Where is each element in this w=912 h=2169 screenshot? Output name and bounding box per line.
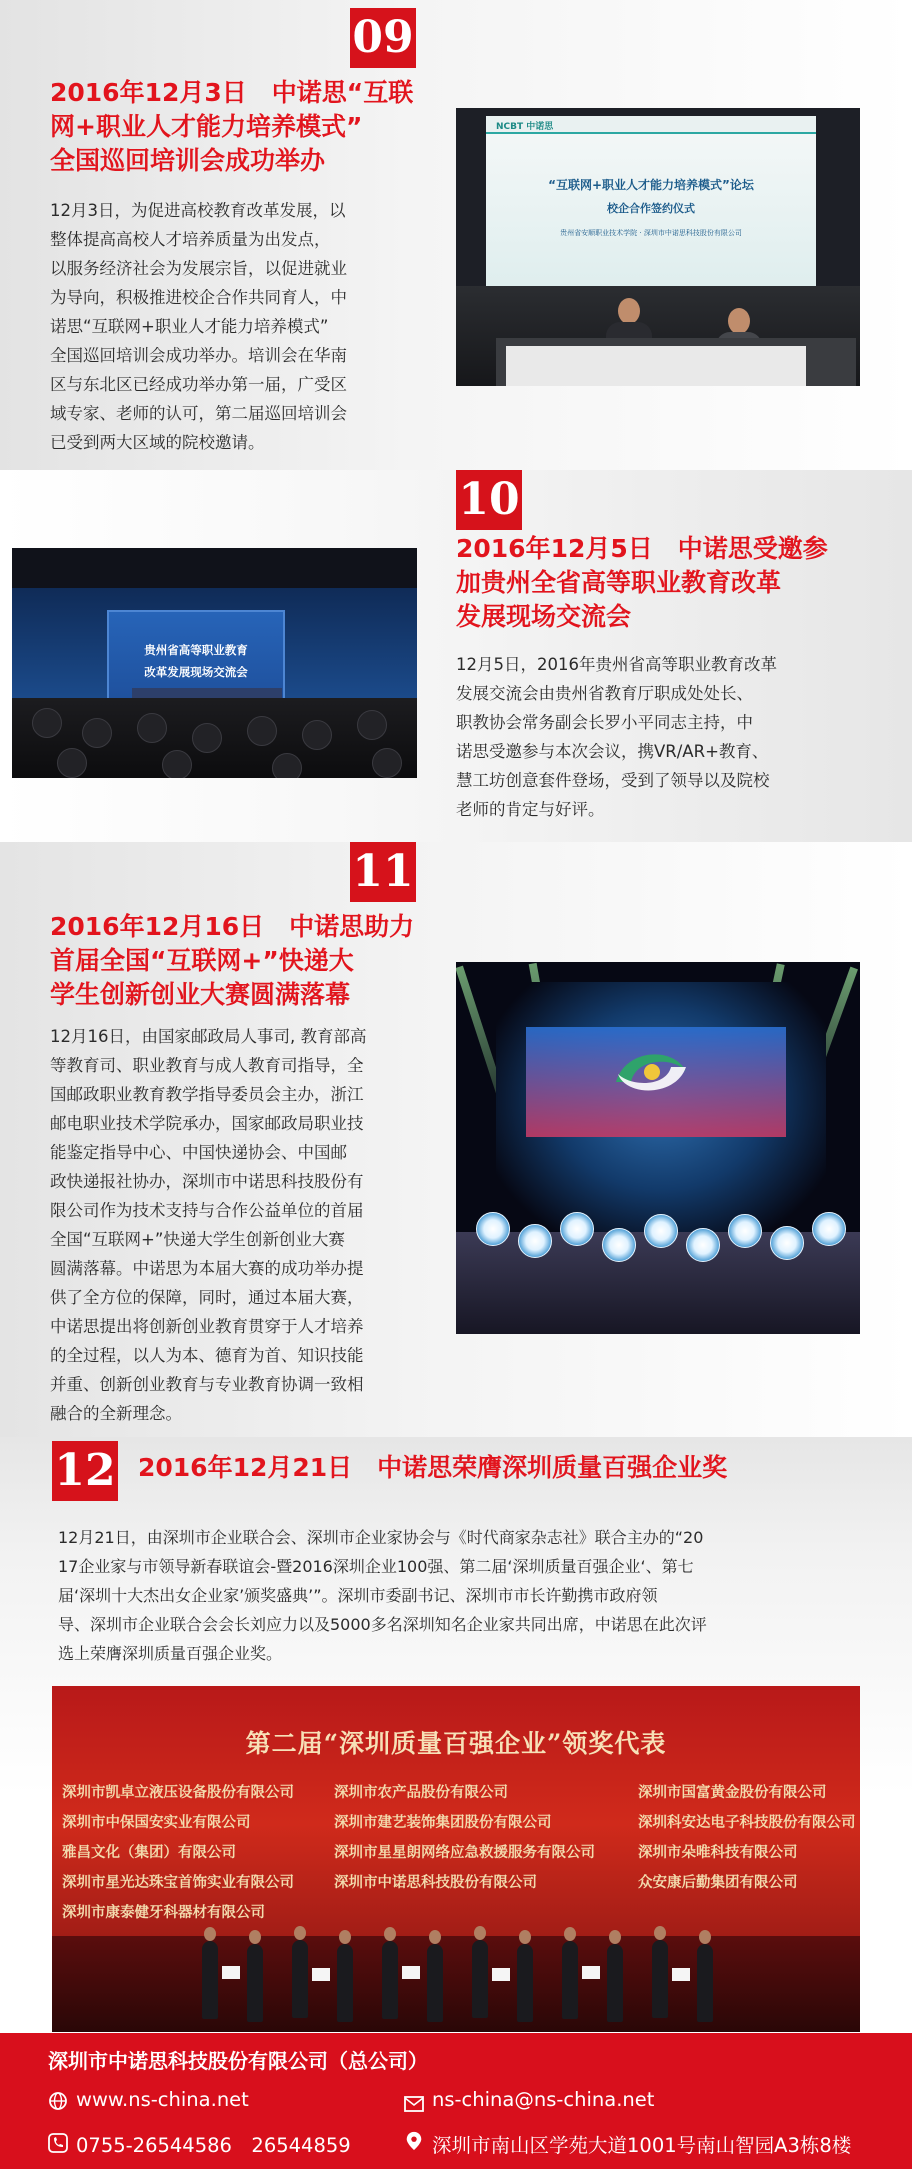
award-certificate [672,1968,690,1981]
title-line: 网+职业人才能力培养模式” [50,112,363,141]
section-body [50,1022,432,1428]
section-09 [0,0,912,470]
awardee-figure [517,1944,533,2022]
screen-subtitle: 校企合作签约仪式 [607,202,695,215]
body-line: 全国巡回培训会成功举办。培训会在华南 [50,346,347,365]
body-line: 诺思受邀参与本次会议，携VR/AR+教育、 [456,742,769,761]
section-title [50,910,450,1012]
body-line: 12月16日，由国家邮政局人事司, 教育部高 [50,1027,367,1046]
awardee-figure [652,1940,668,2018]
section-body [50,196,430,457]
umbrella-prop [560,1212,594,1246]
body-line: 老师的肯定与好评。 [456,800,605,819]
section-number: 11 [350,842,416,902]
award-certificate [402,1966,420,1979]
awardee-figure [562,1941,578,2019]
body-line: 职教协会常务副会长罗小平同志主持，中 [456,713,753,732]
body-line: 限公司作为技术支持与合作公益单位的首届 [50,1201,364,1220]
body-line: 12月3日，为促进高校教育改革发展，以 [50,201,346,220]
umbrella-prop [770,1226,804,1260]
screen-title: “互联网+职业人才能力培养模式”论坛 [548,178,754,192]
awardee-figure [382,1941,398,2019]
awardee-figure [607,1944,623,2022]
body-line: 供了全方位的保障，同时，通过本届大赛， [50,1288,364,1307]
award-certificate [222,1966,240,1979]
company-name: 深圳市农产品股份有限公司 [334,1785,508,1801]
award-stage-photo [456,962,860,1334]
awardee-figure [292,1940,308,2018]
body-line: 等教育司、职业教育与成人教育司指导，全 [50,1056,364,1075]
backdrop-title: 第二届“深圳质量百强企业”领奖代表 [245,1729,667,1758]
section-body [456,650,866,824]
contact-footer [0,2033,912,2169]
stage-floor [52,1936,860,2032]
screen-caption: 贵州省安顺职业技术学院 · 深圳市中诺思科技股份有限公司 [560,229,742,237]
company-name: 深圳科安达电子科技股份有限公司 [638,1815,856,1831]
section-number: 10 [456,470,522,530]
audience-head [57,748,87,778]
screen-logo: NCBT 中诺思 [496,122,554,132]
title-line: 全国巡回培训会成功举办 [50,146,326,175]
awardee-figure [337,1944,353,2022]
audience-head [247,716,277,746]
company-name: 深圳市康泰健牙科器材有限公司 [62,1905,265,1921]
umbrella-prop [602,1228,636,1262]
body-line: 选上荣膺深圳质量百强企业奖。 [58,1644,283,1663]
company-name: 深圳市中诺思科技股份有限公司（总公司） [48,2049,428,2073]
company-name: 深圳市星光达珠宝首饰实业有限公司 [62,1875,294,1891]
signing-ceremony-photo [456,108,860,386]
body-line: 整体提高高校人才培养质量为出发点， [50,230,331,249]
body-line: 17企业家与市领导新春联谊会-暨2016深圳企业100强、第二届‘深圳质量百强企业‘、第七 [58,1557,694,1576]
audience-head [272,753,302,778]
body-line: 以服务经济社会为发展宗旨，以促进就业 [50,259,347,278]
body-line: 中诺思提出将创新创业教育贯穿于人才培养 [50,1317,364,1336]
body-line: 邮电职业技术学院承办，国家邮政局职业技 [50,1114,364,1133]
body-line: 圆满落幕。中诺思为本届大赛的成功举办提 [50,1259,364,1278]
section-number: 09 [350,8,416,68]
body-line: 诺思“互联网+职业人才能力培养模式” [50,317,329,336]
title-line: 发展现场交流会 [456,602,632,631]
company-name: 众安康后勤集团有限公司 [638,1875,798,1891]
table-cloth [506,346,806,386]
company-name: 深圳市中诺思科技股份有限公司 [334,1875,537,1891]
audience-head [162,750,192,778]
mail-icon [404,2094,424,2114]
section-title: 2016年12月21日 中诺思荣膺深圳质量百强企业奖 [138,1453,728,1482]
body-line: 政快递报社协办，深圳市中诺思科技股份有 [50,1172,364,1191]
awardee-figure [247,1944,263,2022]
section-12 [0,1437,912,2033]
body-line: 域专家、老师的认可，第二届巡回培训会 [50,404,347,423]
audience-head [32,708,62,738]
umbrella-prop [686,1228,720,1262]
umbrella-prop [728,1214,762,1248]
body-line: 国邮政职业教育教学指导委员会主办，浙江 [50,1085,364,1104]
company-name: 深圳市星星朗网络应急救援服务有限公司 [334,1845,595,1861]
logo-swirl-icon [606,1042,696,1102]
awardee-figure [697,1944,713,2022]
body-line: 融合的全新理念。 [50,1404,182,1423]
title-line: 加贵州全省高等职业教育改革 [456,568,782,597]
title-line: 首届全国“互联网+”快递大 [50,946,354,975]
section-title [50,76,450,178]
section-title [456,532,876,634]
umbrella-prop [476,1212,510,1246]
body-line: 能鉴定指导中心、中国快递协会、中国邮 [50,1143,347,1162]
audience-head [82,718,112,748]
award-certificate [492,1968,510,1981]
body-line: 区与东北区已经成功举办第一届，广受区 [50,375,347,394]
umbrella-prop [518,1224,552,1258]
banner-line: 改革发展现场交流会 [144,665,248,679]
award-certificate [582,1966,600,1979]
company-name: 深圳市中保国安实业有限公司 [62,1815,251,1831]
title-line: 学生创新创业大赛圆满落幕 [50,980,351,1009]
awardee-figure [202,1941,218,2019]
company-list-col3 [638,1778,856,1898]
award-ceremony-photo [52,1686,860,2032]
award-certificate [312,1968,330,1981]
company-list-col1 [62,1778,294,1928]
section-body [58,1523,866,1668]
body-line: 并重、创新创业教育与专业教育协调一致相 [50,1375,364,1394]
globe-icon [48,2091,68,2111]
awardee-figure [427,1944,443,2022]
email-link[interactable]: ns-china@ns-china.net [432,2088,655,2111]
body-line: 届‘深圳十大杰出女企业家’颁奖盛典’”。深圳市委副书记、深圳市市长许勤携市政府领 [58,1586,658,1605]
body-line: 的全过程，以人为本、德育为首、知识技能 [50,1346,364,1365]
body-line: 慧工坊创意套件登场，受到了领导以及院校 [456,771,770,790]
company-name: 深圳市建艺装饰集团股份有限公司 [334,1815,552,1831]
section-11 [0,842,912,1437]
title-line: 2016年12月5日 中诺思受邀参 [456,534,828,563]
body-line: 12月21日，由深圳市企业联合会、深圳市企业家协会与《时代商家杂志社》联合主办的“20 [58,1528,704,1547]
body-line: 已受到两大区域的院校邀请。 [50,433,265,452]
section-10 [0,470,912,842]
conference-photo [12,548,417,778]
website-link[interactable]: www.ns-china.net [76,2088,249,2111]
audience-head [357,710,387,740]
phone-numbers: 0755-26544586 26544859 [76,2134,351,2157]
body-line: 为导向，积极推进校企合作共同育人，中 [50,288,347,307]
company-name: 深圳市朵唯科技有限公司 [638,1845,798,1861]
umbrella-prop [812,1212,846,1246]
projection-screen [486,116,816,286]
location-pin-icon [404,2131,424,2151]
phone-icon [48,2133,68,2153]
body-line: 发展交流会由贵州省教育厅职成处处长、 [456,684,753,703]
company-name: 雅昌文化（集团）有限公司 [62,1845,236,1861]
address: 深圳市南山区学苑大道1001号南山智园A3栋8楼 [432,2134,852,2157]
title-line: 2016年12月16日 中诺思助力 [50,912,415,941]
section-number: 12 [52,1441,118,1501]
company-name: 深圳市凯卓立液压设备股份有限公司 [62,1785,294,1801]
body-line: 导、深圳市企业联合会会长刘应力以及5000多名深圳知名企业家共同出席，中诺思在此次评 [58,1615,707,1634]
audience-head [137,713,167,743]
audience-head [302,720,332,750]
body-line: 12月5日，2016年贵州省高等职业教育改革 [456,655,777,674]
umbrella-prop [644,1214,678,1248]
body-line: 全国“互联网+”快递大学生创新创业大赛 [50,1230,345,1249]
audience-head [372,748,402,778]
awardee-figure [472,1940,488,2018]
banner-line: 贵州省高等职业教育 [144,643,248,657]
title-line: 2016年12月3日 中诺思“互联 [50,78,414,107]
company-name: 深圳市国富黄金股份有限公司 [638,1785,827,1801]
company-list-col2 [334,1778,595,1898]
audience-head [192,723,222,753]
